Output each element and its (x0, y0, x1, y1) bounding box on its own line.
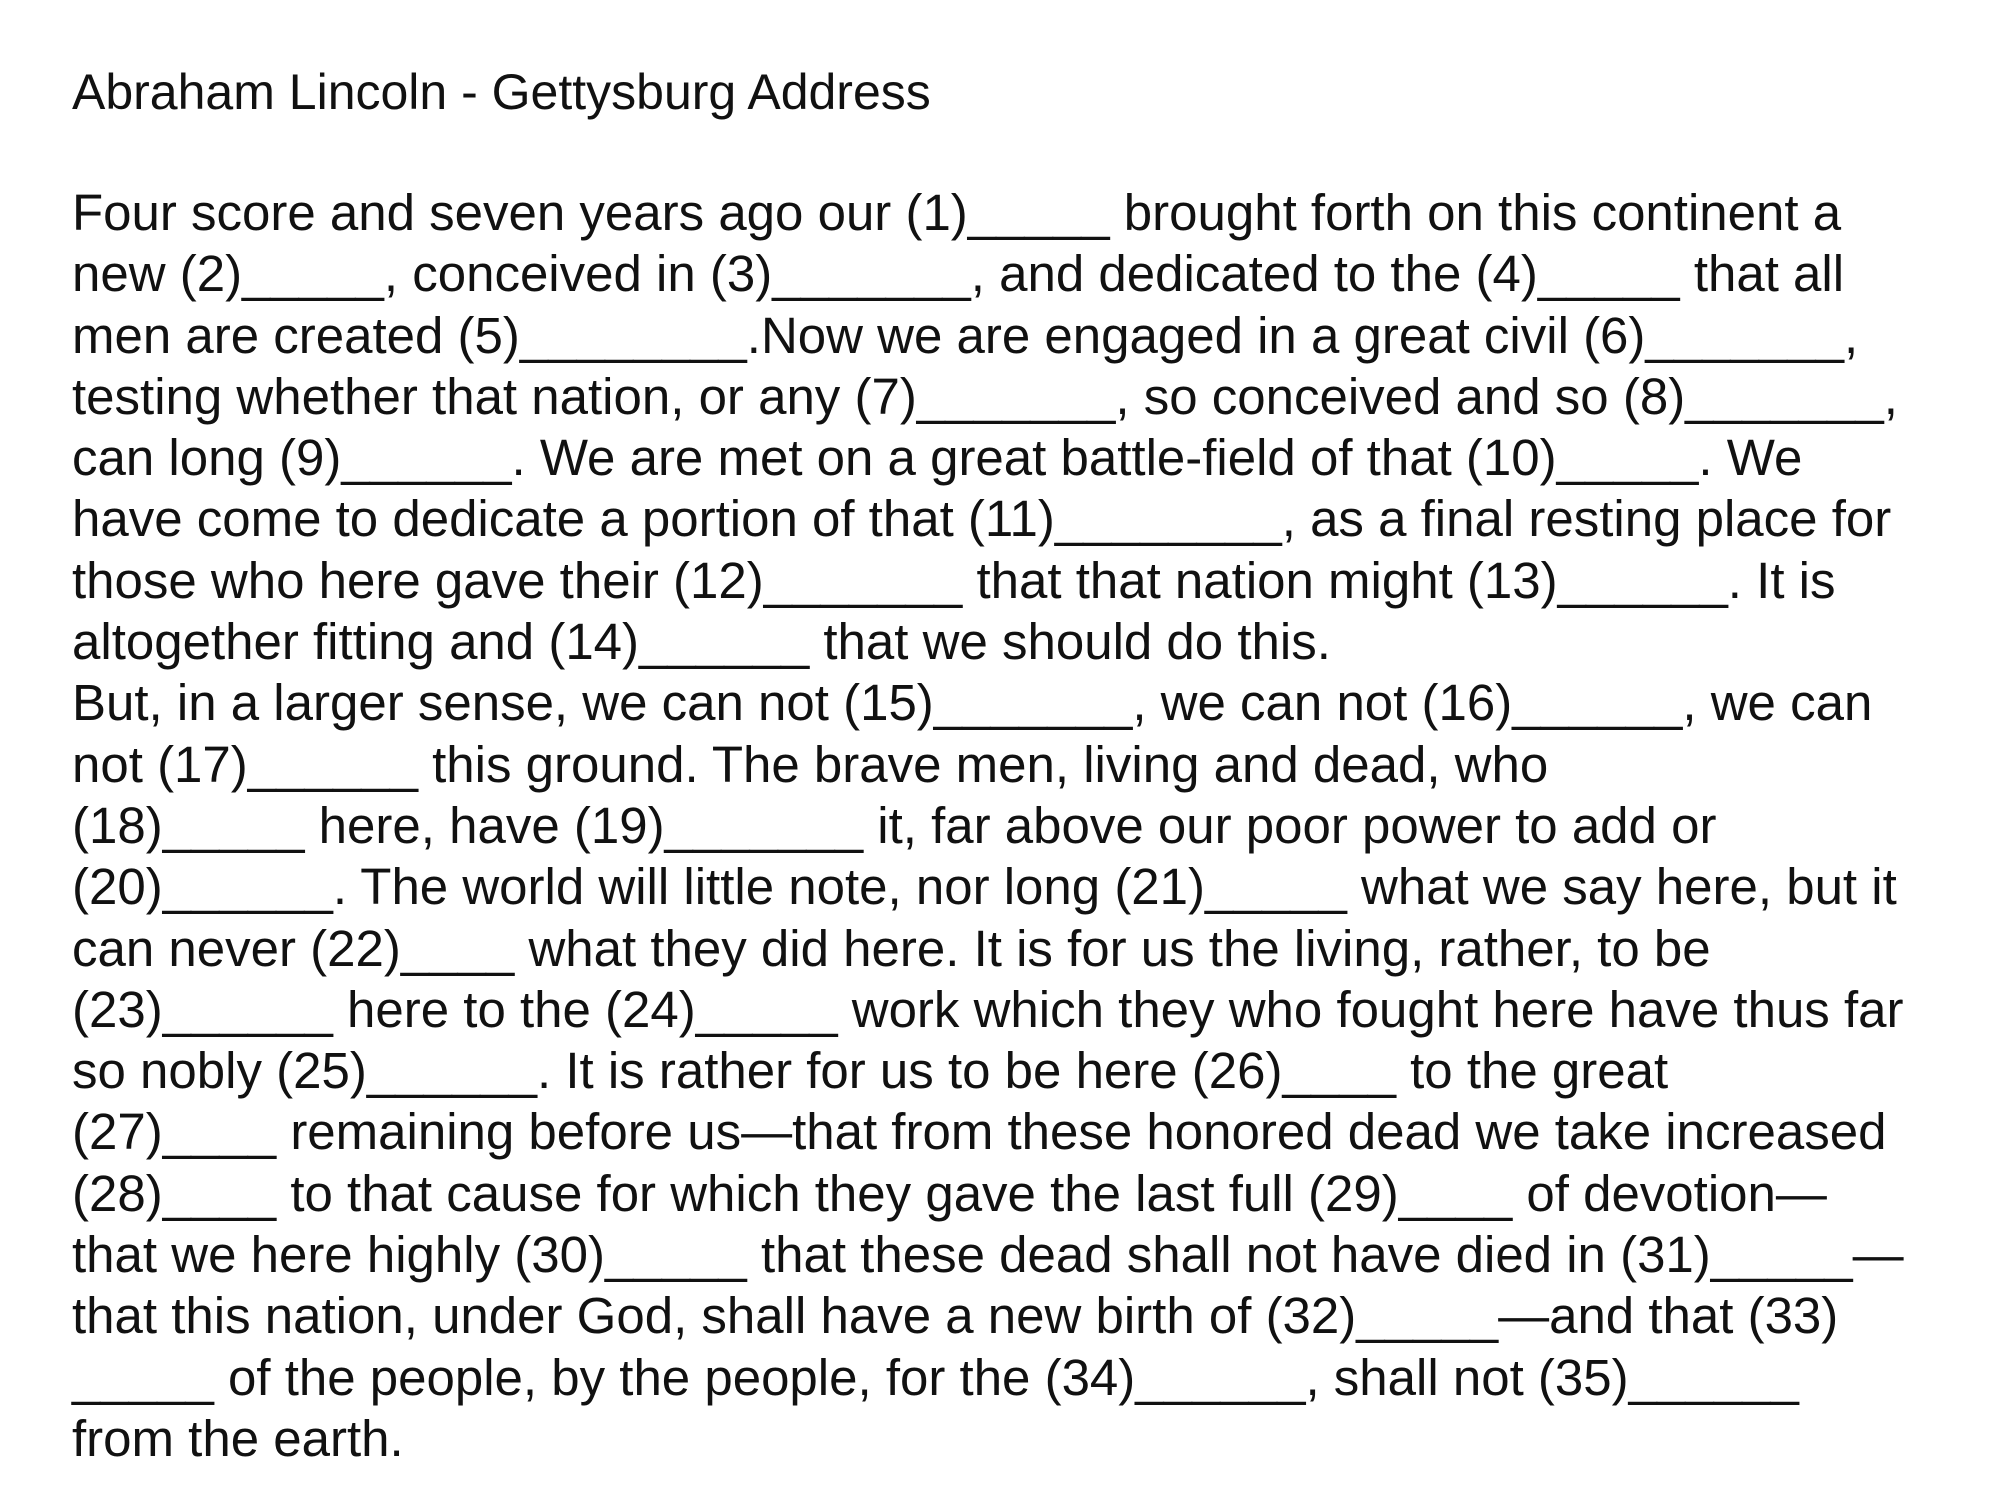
passage-line-2: new (2)_____, conceived in (3)_______, and dedicated to the (4)_____ that all (72, 245, 1845, 303)
passage-line-6: have come to dedicate a portion of that (11)________, as a final resting place for (72, 490, 1892, 548)
passage-line-20: _____ of the people, by the people, for the (34)______, shall not (35)______ (72, 1348, 1799, 1406)
passage-line-4: testing whether that nation, or any (7)_______, so conceived and so (8)_______, (72, 367, 1898, 425)
passage-line-8: altogether fitting and (14)______ that we should do this. (72, 613, 1331, 671)
passage-line-12: (20)______. The world will little note, nor long (21)_____ what we say here, but it (72, 858, 1897, 916)
passage-line-7: those who here gave their (12)_______ that that nation might (13)______. It is (72, 551, 1836, 609)
passage-line-16: (27)____ remaining before us—that from these honored dead we take increased (72, 1103, 1887, 1161)
worksheet (72, 58, 1972, 1469)
passage-line-17: (28)____ to that cause for which they gave the last full (29)____ of devotion— (72, 1164, 1827, 1222)
passage-line-13: can never (22)____ what they did here. It is for us the living, rather, to be (72, 919, 1711, 977)
passage-line-15: so nobly (25)______. It is rather for us to be here (26)____ to the great (72, 1042, 1669, 1100)
passage-line-18: that we here highly (30)_____ that these dead shall not have died in (31)_____— (72, 1226, 1904, 1284)
passage-line-21: from the earth. (72, 1409, 404, 1467)
passage-line-1: Four score and seven years ago our (1)_____ brought forth on this continent a (72, 184, 1842, 241)
passage-text (72, 182, 1972, 1469)
passage-line-5: can long (9)______. We are met on a great battle-field of that (10)_____. We (72, 429, 1803, 487)
passage-line-11: (18)_____ here, have (19)_______ it, far above our poor power to add or (72, 796, 1717, 854)
passage-line-19: that this nation, under God, shall have a new birth of (32)_____—and that (33) (72, 1287, 1839, 1345)
document-title: Abraham Lincoln - Gettysburg Address (72, 64, 931, 120)
passage-line-3: men are created (5)________.Now we are engaged in a great civil (6)_______, (72, 306, 1859, 364)
passage-line-9: But, in a larger sense, we can not (15)_______, we can not (16)______, we can (72, 674, 1873, 732)
passage-line-10: not (17)______ this ground. The brave men, living and dead, who (72, 735, 1549, 793)
passage-line-14: (23)______ here to the (24)_____ work which they who fought here have thus far (72, 980, 1904, 1038)
